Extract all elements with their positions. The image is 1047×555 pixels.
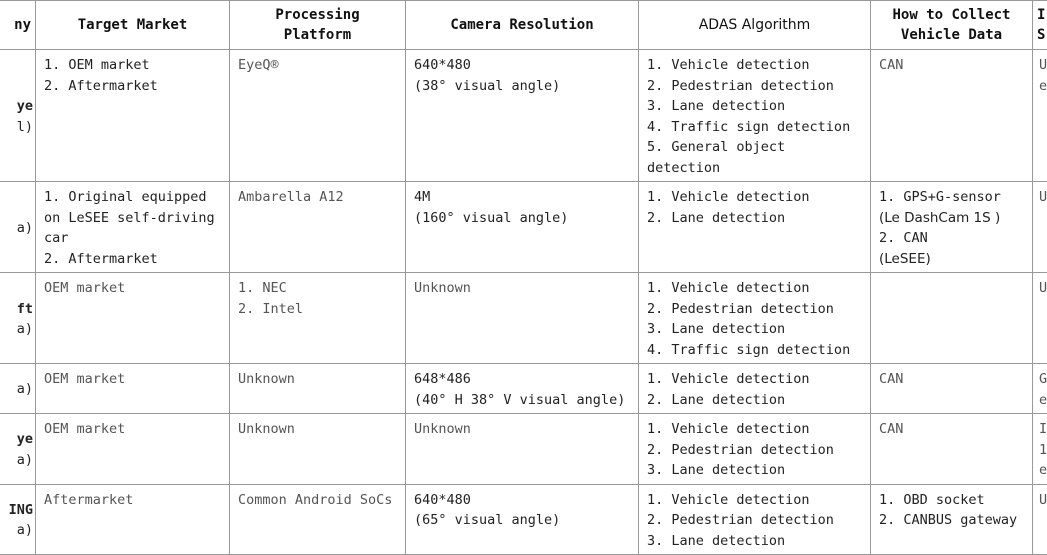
adas-line: 5. General object detection (647, 137, 862, 178)
header-company: ny (0, 1, 36, 50)
adas-line: 3. Lane detection (647, 531, 862, 552)
camera-cell (406, 364, 639, 414)
adas-line: 2. Pedestrian detection (647, 510, 862, 531)
extra-cell (1033, 273, 1047, 364)
collect-line: CAN (879, 55, 1024, 76)
extra-cell (1033, 414, 1047, 485)
company-region: a) (0, 450, 33, 471)
adas-line: 2. Pedestrian detection (647, 76, 862, 97)
market-line: 2. Aftermarket (44, 249, 221, 270)
collect-cell (871, 364, 1033, 414)
extra-line: e (1039, 390, 1047, 411)
market-line: OEM market (44, 278, 221, 299)
camera-line: Unknown (414, 419, 630, 440)
platform-value: Unknown (238, 421, 295, 437)
extra-cell (1033, 364, 1047, 414)
camera-cell (406, 50, 639, 182)
adas-line: 2. Lane detection (647, 390, 862, 411)
platform-value: Common Android SoCs (238, 492, 392, 508)
camera-cell (406, 414, 639, 485)
platform-value: EyeQ® (238, 57, 279, 73)
extra-line: 1 (1039, 440, 1047, 461)
adas-cell (639, 364, 871, 414)
collect-line: (LeSEE) (879, 249, 1024, 270)
target-market-cell (36, 182, 230, 273)
market-line: OEM market (44, 369, 221, 390)
header-processing-platform: Processing Platform (230, 1, 406, 50)
camera-cell (406, 484, 639, 555)
platform-value: 1. NEC 2. Intel (238, 280, 303, 317)
header-extra: I S (1033, 1, 1047, 50)
target-market-cell (36, 364, 230, 414)
camera-line: 4M (414, 187, 630, 208)
platform-cell (230, 414, 406, 485)
company-name: ft (0, 299, 33, 320)
adas-line: 2. Pedestrian detection (647, 440, 862, 461)
company-region: a) (0, 520, 33, 541)
camera-line: 640*480 (414, 55, 630, 76)
camera-cell (406, 273, 639, 364)
company-region: l) (0, 117, 33, 138)
table-row (0, 182, 1047, 273)
camera-line: (38° visual angle) (414, 76, 630, 97)
company-name: ING (0, 500, 33, 521)
company-name: ye (0, 429, 33, 450)
adas-cell (639, 50, 871, 182)
extra-line: e (1039, 76, 1047, 97)
adas-line: 1. Vehicle detection (647, 419, 862, 440)
table-row (0, 50, 1047, 182)
collect-line: CAN (879, 369, 1024, 390)
adas-line: 1. Vehicle detection (647, 55, 862, 76)
extra-line: e (1039, 460, 1047, 481)
extra-cell (1033, 50, 1047, 182)
adas-line: 3. Lane detection (647, 96, 862, 117)
camera-line: Unknown (414, 278, 630, 299)
adas-cell (639, 484, 871, 555)
camera-line: (40° H 38° V visual angle) (414, 390, 630, 411)
header-camera-resolution: Camera Resolution (406, 1, 639, 50)
platform-cell (230, 182, 406, 273)
collect-line: 2. CAN (879, 228, 1024, 249)
header-adas-algorithm: ADAS Algorithm (639, 1, 871, 50)
collect-cell (871, 484, 1033, 555)
camera-line: 640*480 (414, 490, 630, 511)
company-region: a) (0, 218, 33, 239)
platform-value: Ambarella A12 (238, 189, 344, 205)
market-line: 1. OEM market (44, 55, 221, 76)
target-market-cell (36, 273, 230, 364)
platform-cell (230, 50, 406, 182)
collect-cell (871, 182, 1033, 273)
company-cell (0, 273, 36, 364)
header-target-market: Target Market (36, 1, 230, 50)
extra-line: I (1039, 419, 1047, 440)
company-cell (0, 414, 36, 485)
table-row (0, 414, 1047, 485)
extra-cell (1033, 484, 1047, 555)
company-cell (0, 364, 36, 414)
extra-line: U (1039, 55, 1047, 76)
collect-line: 1. GPS+G-sensor (879, 187, 1024, 208)
adas-line: 1. Vehicle detection (647, 369, 862, 390)
adas-line: 3. Lane detection (647, 460, 862, 481)
adas-line: 1. Vehicle detection (647, 490, 862, 511)
adas-line: 4. Traffic sign detection (647, 117, 862, 138)
platform-cell (230, 273, 406, 364)
collect-cell (871, 273, 1033, 364)
extra-line: U (1039, 490, 1047, 511)
market-line: 2. Aftermarket (44, 76, 221, 97)
camera-cell (406, 182, 639, 273)
company-cell (0, 484, 36, 555)
adas-line: 2. Pedestrian detection (647, 299, 862, 320)
camera-line: 648*486 (414, 369, 630, 390)
header-row (0, 1, 1047, 50)
adas-cell (639, 414, 871, 485)
adas-line: 3. Lane detection (647, 319, 862, 340)
adas-line: 1. Vehicle detection (647, 278, 862, 299)
extra-cell (1033, 182, 1047, 273)
platform-cell (230, 484, 406, 555)
adas-line: 2. Lane detection (647, 208, 862, 229)
header-collect-vehicle-data: How to Collect Vehicle Data (871, 1, 1033, 50)
adas-cell (639, 182, 871, 273)
extra-line: U (1039, 187, 1047, 208)
camera-line: (65° visual angle) (414, 510, 630, 531)
camera-line: (160° visual angle) (414, 208, 630, 229)
target-market-cell (36, 414, 230, 485)
collect-line: CAN (879, 419, 1024, 440)
company-cell (0, 182, 36, 273)
company-region: a) (0, 319, 33, 340)
extra-line: U (1039, 278, 1047, 299)
adas-line: 1. Vehicle detection (647, 187, 862, 208)
market-line: Aftermarket (44, 490, 221, 511)
market-line: 1. Original equipped on LeSEE self-driving car (44, 187, 221, 249)
extra-line: G (1039, 369, 1047, 390)
platform-value: Unknown (238, 371, 295, 387)
company-name: ye (0, 96, 33, 117)
company-region: a) (0, 379, 33, 400)
platform-cell (230, 364, 406, 414)
table-row (0, 484, 1047, 555)
market-line: OEM market (44, 419, 221, 440)
table-row (0, 364, 1047, 414)
company-cell (0, 50, 36, 182)
collect-line: 2. CANBUS gateway (879, 510, 1024, 531)
target-market-cell (36, 50, 230, 182)
target-market-cell (36, 484, 230, 555)
adas-cell (639, 273, 871, 364)
collect-cell (871, 414, 1033, 485)
collect-cell (871, 50, 1033, 182)
table-row (0, 273, 1047, 364)
adas-line: 4. Traffic sign detection (647, 340, 862, 361)
collect-line: (Le DashCam 1S ) (879, 208, 1024, 229)
collect-line: 1. OBD socket (879, 490, 1024, 511)
